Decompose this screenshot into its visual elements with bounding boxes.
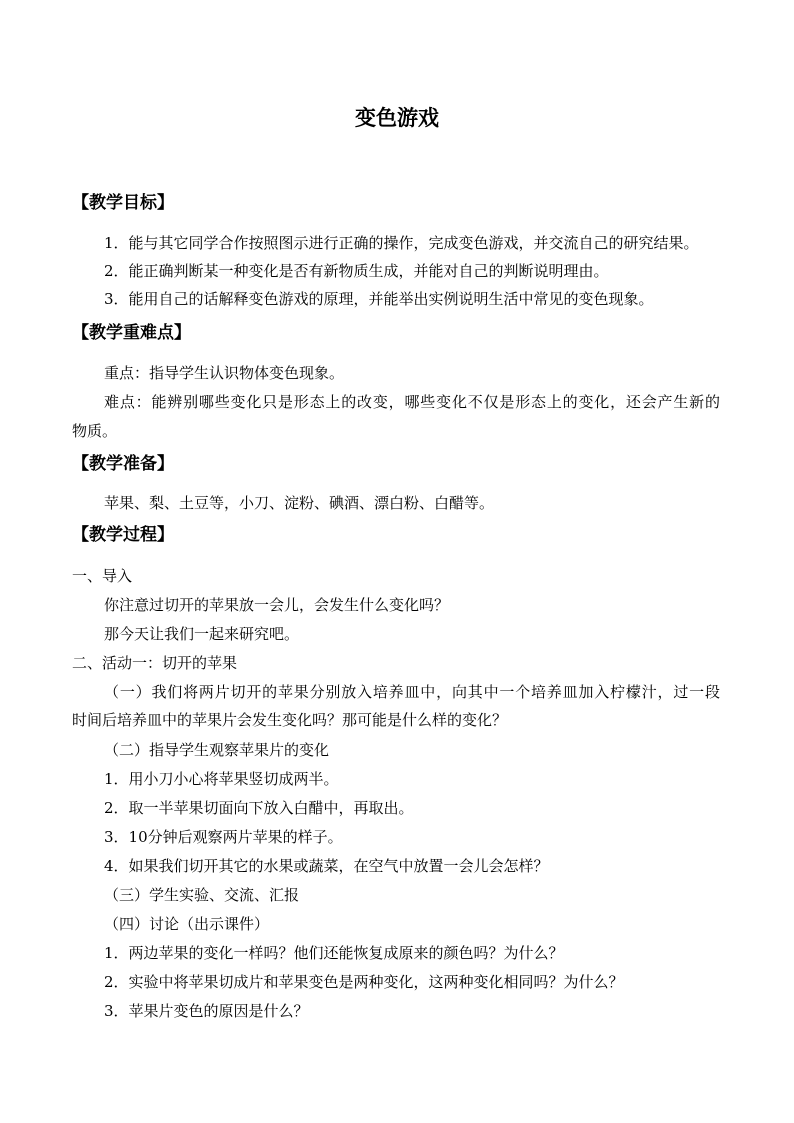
difficulty-text-line-1: 难点：能辨别哪些变化只是形态上的改变，哪些变化不仅是形态上的变化，还会产生新的 — [104, 393, 720, 411]
step4-item-3: 3．苹果片变色的原因是什么？ — [104, 1002, 309, 1020]
intro-line-1: 你注意过切开的苹果放一会儿，会发生什么变化吗？ — [104, 596, 450, 614]
step2-item-1: 1．用小刀小心将苹果竖切成两半。 — [104, 770, 339, 788]
step1-line-2: 时间后培养皿中的苹果片会发生变化吗？那可能是什么样的变化？ — [72, 711, 508, 729]
goals-heading: 【教学目标】 — [72, 193, 174, 213]
step4-title: （四）讨论（出示课件） — [104, 915, 270, 933]
step2-item-2: 2．取一半苹果切面向下放入白醋中，再取出。 — [104, 799, 414, 817]
key-points-heading: 【教学重难点】 — [72, 323, 191, 343]
step4-item-1: 1．两边苹果的变化一样吗？他们还能恢复成原来的颜色吗？为什么？ — [104, 944, 564, 962]
process-heading: 【教学过程】 — [72, 525, 174, 545]
activity-title: 二、活动一：切开的苹果 — [72, 654, 238, 672]
goal-item-3: 3．能用自己的话解释变色游戏的原理，并能举出实例说明生活中常见的变色现象。 — [104, 290, 654, 308]
intro-title: 一、导入 — [72, 567, 133, 585]
difficulty-text-line-2: 物质。 — [72, 422, 118, 440]
step2-item-3: 3．10分钟后观察两片苹果的样子。 — [104, 828, 343, 846]
preparation-text: 苹果、梨、土豆等，小刀、淀粉、碘酒、漂白粉、白醋等。 — [104, 494, 495, 512]
focus-text: 重点：指导学生认识物体变色现象。 — [104, 364, 345, 382]
preparation-heading: 【教学准备】 — [72, 454, 174, 474]
step2-title: （二）指导学生观察苹果片的变化 — [104, 741, 330, 759]
goal-item-1: 1．能与其它同学合作按照图示进行正确的操作，完成变色游戏，并交流自己的研究结果。 — [104, 234, 699, 252]
page-title: 变色游戏 — [355, 105, 439, 130]
intro-line-2: 那今天让我们一起来研究吧。 — [104, 625, 300, 643]
step1-line-1: （一）我们将两片切开的苹果分别放入培养皿中，向其中一个培养皿加入柠檬汁，过一段 — [104, 683, 720, 701]
step2-item-4: 4．如果我们切开其它的水果或蔬菜，在空气中放置一会儿会怎样？ — [104, 857, 549, 875]
step4-item-2: 2．实验中将苹果切成片和苹果变色是两种变化，这两种变化相同吗？为什么？ — [104, 973, 624, 991]
step3-title: （三）学生实验、交流、汇报 — [104, 886, 300, 904]
goal-item-2: 2．能正确判断某一种变化是否有新物质生成，并能对自己的判断说明理由。 — [104, 262, 609, 280]
